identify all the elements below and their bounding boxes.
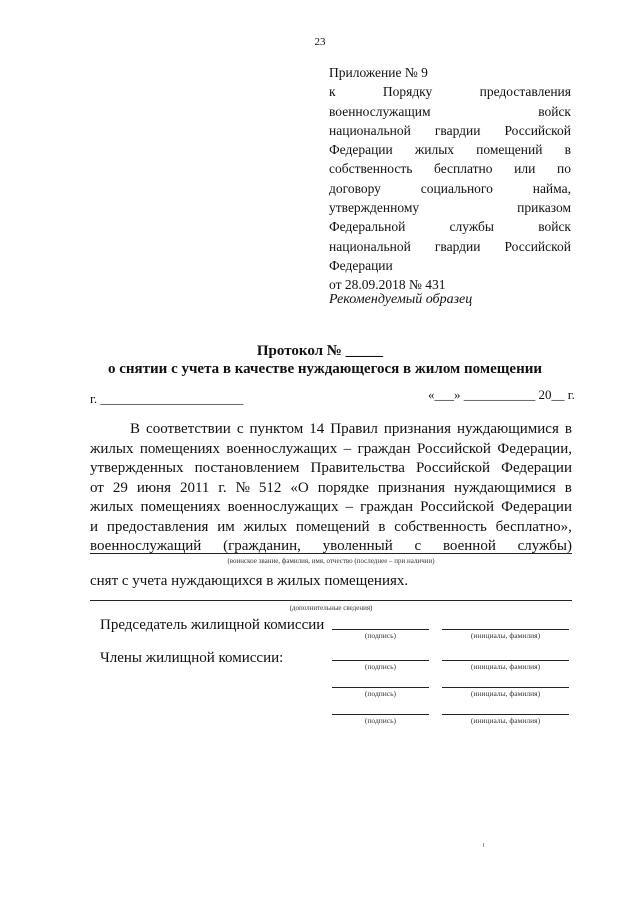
recommended-sample-label: Рекомендуемый образец (329, 292, 473, 307)
word: (гражданин, (223, 538, 301, 554)
word: Правительства (310, 460, 405, 476)
word: постановлением (194, 460, 300, 476)
word: в (564, 142, 571, 158)
word: Федерации (329, 142, 393, 158)
word: от 28.09.2018 № 431 (329, 277, 446, 293)
body-line (90, 518, 572, 538)
appendix-line (329, 198, 571, 217)
word: жилых (414, 142, 455, 158)
word: им (217, 518, 235, 535)
word: июня (136, 479, 171, 496)
word: Федерации (329, 257, 393, 273)
word: уволенный (322, 538, 393, 554)
member2-signature-line (332, 687, 429, 688)
word: № (235, 479, 250, 496)
member2-signature-caption: (подпись) (364, 689, 397, 698)
page-number: 23 (314, 36, 326, 48)
members-label: Члены жилищной комиссии: (100, 650, 284, 666)
word: службы) (517, 538, 572, 554)
word: Российской (504, 122, 571, 138)
appendix-line (329, 102, 571, 121)
word: национальной (329, 122, 411, 138)
word: с (414, 538, 422, 554)
word: жилых (243, 518, 287, 535)
word: Российской (504, 238, 571, 254)
word: Федеральной (329, 219, 406, 235)
word: Федерации, (497, 440, 572, 457)
appendix-line (329, 159, 571, 178)
word: войск (538, 103, 571, 119)
word: военнослужащих (227, 499, 339, 515)
word: 14 (309, 421, 325, 437)
word: Российской (420, 499, 495, 515)
word: в (564, 421, 572, 437)
word: собственность (394, 518, 487, 535)
member1-signature-caption: (подпись) (364, 662, 397, 671)
word: службы (449, 219, 494, 235)
word: договору (329, 180, 381, 196)
member2-initials-line (442, 687, 569, 688)
member3-initials-caption: (инициалы, фамилия) (470, 716, 541, 725)
military-rank-name-line (90, 553, 572, 554)
additional-info-line (90, 600, 572, 601)
word: 29 (112, 479, 128, 496)
word: нуждающимися (457, 421, 559, 437)
word: помещений (476, 142, 543, 158)
word: военной (442, 538, 496, 554)
city-line: г. ______________________ (90, 391, 244, 406)
body-line (90, 498, 572, 518)
word: г. (218, 479, 227, 496)
body-line (90, 420, 572, 440)
word: В (130, 421, 141, 437)
scan-speck (483, 843, 484, 847)
additional-info-caption: (дополнительные сведения) (289, 604, 373, 612)
word: гвардии (434, 238, 481, 254)
chairman-initials-caption: (инициалы, фамилия) (470, 631, 541, 640)
word: предоставления (106, 518, 209, 535)
word: гвардии (434, 122, 481, 138)
document-subtitle: о снятии с учета в качестве нуждающегося в жилом помещении (108, 361, 542, 377)
word: найма, (532, 180, 571, 196)
word: помещениях (139, 440, 220, 457)
word: с (236, 421, 244, 437)
member3-signature-caption: (подпись) (364, 716, 397, 725)
document-title: Протокол № _____ (256, 343, 384, 359)
member2-initials-caption: (инициалы, фамилия) (470, 689, 541, 698)
word: и (90, 518, 99, 535)
word: 2011 (179, 479, 210, 496)
removed-from-register-text: снят с учета нуждающихся в жилых помещениях. (90, 573, 409, 589)
word: Российской (416, 460, 490, 476)
word: соответствии (146, 421, 231, 437)
appendix-line (329, 237, 571, 256)
word: или (514, 161, 536, 177)
word: помещений (295, 518, 370, 535)
word: в (378, 518, 386, 535)
word: – (343, 440, 352, 457)
appendix-line (329, 217, 571, 236)
word: граждан (357, 440, 411, 457)
word: – (345, 499, 354, 515)
word: Порядку (382, 84, 433, 100)
body-paragraph (90, 420, 572, 557)
word: пунктом (249, 421, 304, 437)
word: Российской (417, 440, 491, 457)
word: жилых (90, 440, 134, 457)
word: к (329, 84, 336, 100)
word: Федерации (501, 499, 572, 515)
date-line: «___» ___________ 20__ г. (428, 387, 575, 402)
appendix-line (329, 179, 571, 198)
word: бесплатно (434, 161, 493, 177)
word: социального (420, 180, 493, 196)
word: собственность (329, 161, 413, 177)
word: военнослужащим (329, 103, 431, 119)
word: от (90, 479, 104, 496)
chairman-label: Председатель жилищной комиссии (100, 617, 325, 633)
body-line (90, 440, 572, 460)
word: жилых (90, 499, 134, 515)
word: предоставления (479, 84, 571, 100)
word: 512 (258, 479, 282, 496)
word: национальной (329, 238, 411, 254)
member1-initials-caption: (инициалы, фамилия) (470, 662, 541, 671)
word: признания (377, 479, 445, 496)
word: Приложение № 9 (329, 65, 428, 80)
word: приказом (517, 200, 571, 216)
member1-initials-line (442, 660, 569, 661)
word: по (556, 161, 571, 177)
word: бесплатно», (495, 518, 572, 535)
chairman-signature-line (332, 629, 429, 630)
appendix-line (329, 121, 571, 140)
word: утвержденных (90, 460, 184, 476)
word: порядке (317, 479, 369, 496)
appendix-line (329, 63, 571, 82)
chairman-initials-line (442, 629, 569, 630)
word: в (564, 479, 572, 496)
word: Правил (330, 421, 378, 437)
member1-signature-line (332, 660, 429, 661)
chairman-signature-caption: (подпись) (364, 631, 397, 640)
word: военнослужащих (226, 440, 338, 457)
body-line (90, 479, 572, 499)
military-rank-name-caption: (воинское звание, фамилия, имя, отчество (последнее – при наличии) (227, 557, 435, 565)
word: «О (290, 479, 309, 496)
member3-signature-line (332, 714, 429, 715)
member3-initials-line (442, 714, 569, 715)
word: признания (383, 421, 451, 437)
body-line (90, 459, 572, 479)
word: помещениях (140, 499, 221, 515)
word: военнослужащий (90, 538, 202, 554)
appendix-line (329, 82, 571, 101)
appendix-line (329, 140, 571, 159)
word: утвержденному (329, 200, 420, 216)
word: нуждающимися (453, 479, 556, 496)
word: войск (538, 219, 571, 235)
word: граждан (360, 499, 414, 515)
appendix-block (329, 63, 571, 295)
appendix-line (329, 256, 571, 275)
word: Федерации (501, 460, 572, 476)
